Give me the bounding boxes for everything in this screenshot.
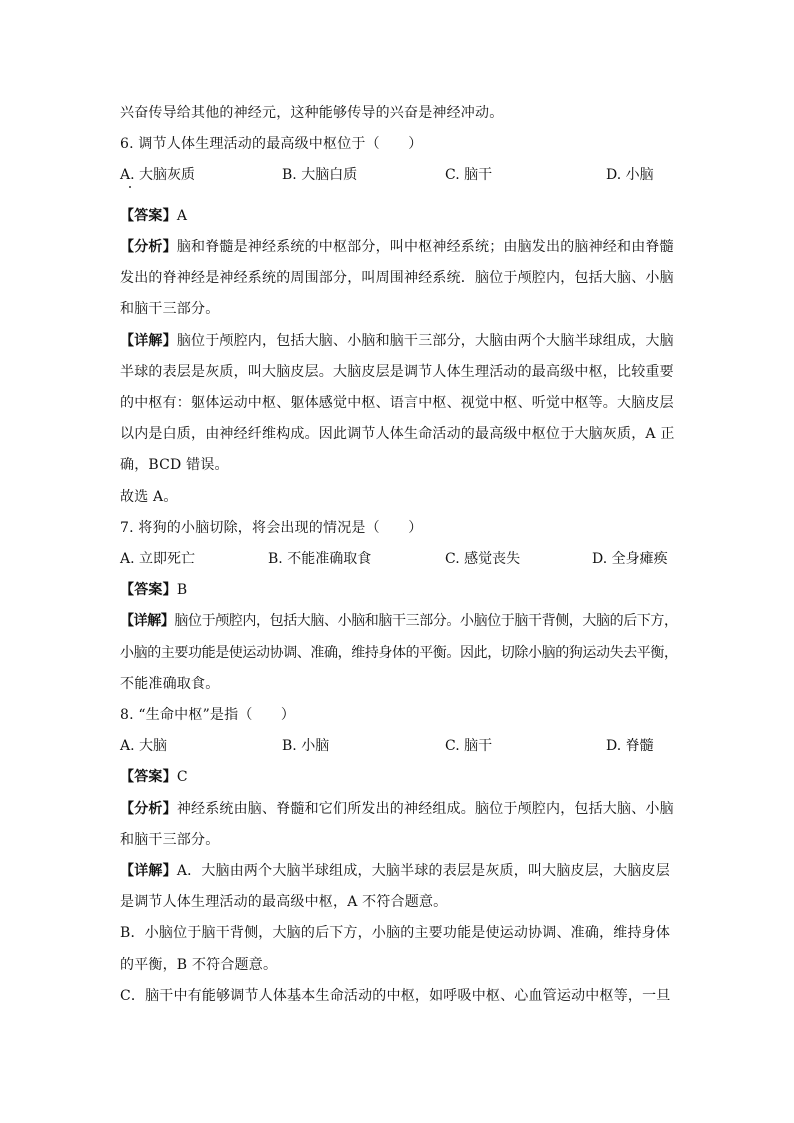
option-b: B. 不能准确取食 <box>268 551 372 567</box>
answer-value: B <box>176 582 188 598</box>
detail-line <box>120 611 678 631</box>
option-d: D. 全身瘫痪 <box>592 551 668 567</box>
option-a: A. 大脑灰质 <box>120 167 196 183</box>
text-line: 和脑干三部分。 <box>120 832 220 848</box>
detail-line <box>120 331 674 351</box>
text-line: 兴奋传导给其他的神经元，这种能够传导的兴奋是神经冲动。 <box>120 105 504 121</box>
analysis-line <box>120 237 674 257</box>
detail-tag: 【详解】 <box>120 613 175 629</box>
option-b: B. 大脑白质 <box>282 167 358 183</box>
analysis-tag: 【分析】 <box>120 239 177 255</box>
text-line: 半球的表层是灰质，叫大脑皮层。大脑皮层是调节人体生理活动的最高级中枢，比较重要 <box>120 364 674 380</box>
detail-text: 脑位于颅腔内，包括大脑、小脑和脑干三部分，大脑由两个大脑半球组成，大脑 <box>176 333 674 349</box>
text-line: 是调节人体生理活动的最高级中枢，A 不符合题意。 <box>120 894 448 910</box>
text-line: C．脑干中有能够调节人体基本生命活动的中枢，如呼吸中枢、心血管运动中枢等，一旦 <box>120 988 671 1004</box>
text-line: 的平衡，B 不符合题意。 <box>120 957 278 973</box>
answer-line <box>120 767 188 787</box>
detail-tag: 【详解】 <box>120 863 177 879</box>
option-b: B. 小脑 <box>282 738 330 754</box>
option-d: D. 小脑 <box>606 167 654 183</box>
answer-value: A <box>176 208 188 224</box>
text-line: 不能准确取食。 <box>120 676 220 692</box>
text-line: 和脑干三部分。 <box>120 301 220 317</box>
option-c: C. 脑干 <box>445 738 493 754</box>
option-c: C. 感觉丧失 <box>445 551 521 567</box>
answer-tag: 【答案】 <box>120 769 177 785</box>
stray-dot <box>129 186 131 188</box>
text-line: 发出的脊神经是神经系统的周围部分，叫周围神经系统．脑位于颅腔内，包括大脑、小脑 <box>120 270 674 286</box>
text-line: 小脑的主要功能是使运动协调、准确，维持身体的平衡。因此，切除小脑的狗运动失去平衡， <box>120 645 678 661</box>
detail-line <box>120 861 670 881</box>
analysis-tag: 【分析】 <box>120 801 177 817</box>
question-6: 6. 调节人体生理活动的最高级中枢位于（ ） <box>120 136 423 152</box>
option-a: A. 立即死亡 <box>120 551 196 567</box>
text-line: B．小脑位于脑干背侧，大脑的后下方，小脑的主要功能是使运动协调、准确，维持身体 <box>120 925 671 941</box>
answer-line <box>120 206 187 226</box>
text-line: 确，BCD 错误。 <box>120 457 229 473</box>
text-line: 故选 A。 <box>120 489 178 505</box>
detail-text: A．大脑由两个大脑半球组成，大脑半球的表层是灰质，叫大脑皮层，大脑皮层 <box>176 863 670 879</box>
answer-value: C <box>176 769 188 785</box>
analysis-text: 神经系统由脑、脊髓和它们所发出的神经组成。脑位于颅腔内，包括大脑、小脑 <box>176 801 674 817</box>
analysis-text: 脑和脊髓是神经系统的中枢部分，叫中枢神经系统；由脑发出的脑神经和由脊髓 <box>176 239 674 255</box>
answer-line <box>120 580 187 600</box>
option-a: A. 大脑 <box>120 738 168 754</box>
detail-tag: 【详解】 <box>120 333 177 349</box>
question-7: 7. 将狗的小脑切除，将会出现的情况是（ ） <box>120 520 423 536</box>
option-c: C. 脑干 <box>445 167 493 183</box>
detail-text: 脑位于颅腔内，包括大脑、小脑和脑干三部分。小脑位于脑干背侧，大脑的后下方， <box>174 613 678 629</box>
analysis-line <box>120 799 674 819</box>
option-d: D. 脊髓 <box>606 738 654 754</box>
question-8: 8. “生命中枢”是指（ ） <box>120 707 296 723</box>
answer-tag: 【答案】 <box>120 582 177 598</box>
text-line: 的中枢有：躯体运动中枢、躯体感觉中枢、语言中枢、视觉中枢、听觉中枢等。大脑皮层 <box>120 395 674 411</box>
answer-tag: 【答案】 <box>120 208 177 224</box>
text-line: 以内是白质，由神经纤维构成。因此调节人体生命活动的最高级中枢位于大脑灰质，A 正 <box>120 426 675 442</box>
